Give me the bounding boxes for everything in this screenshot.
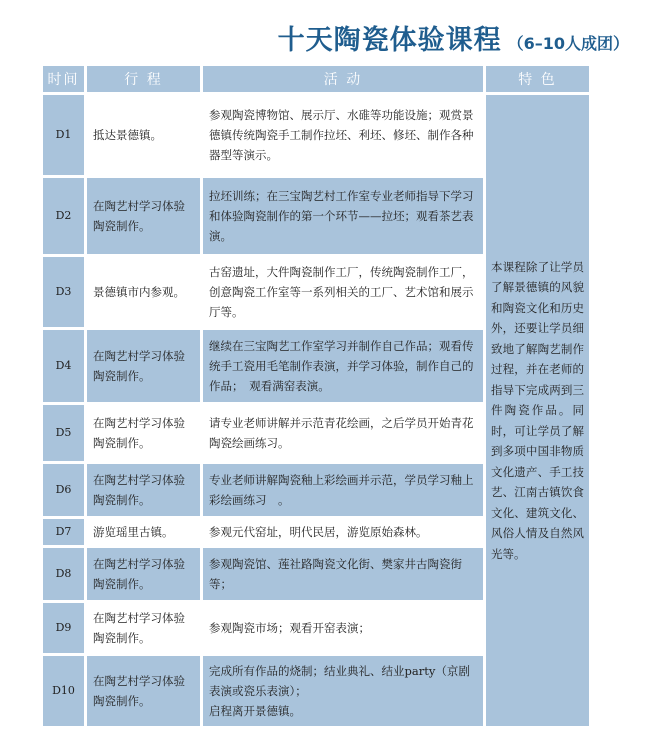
activity-cell: 参观陶瓷馆、莲社路陶瓷文化街、樊家井古陶瓷街等； (203, 548, 483, 600)
day-cell: D9 (43, 603, 84, 653)
header-activity: 活 动 (203, 66, 483, 92)
page-title (0, 18, 629, 57)
header-feature: 特 色 (486, 66, 589, 92)
route-cell: 游览瑶里古镇。 (87, 519, 200, 545)
activity-cell: 完成所有作品的烧制；结业典礼、结业party（京剧表演或瓷乐表演）； 启程离开景德镇。 (203, 656, 483, 726)
activity-cell: 参观陶瓷市场；观看开窑表演； (203, 603, 483, 653)
route-cell: 在陶艺村学习体验陶瓷制作。 (87, 330, 200, 402)
route-cell: 景德镇市内参观。 (87, 257, 200, 327)
activity-cell: 继续在三宝陶艺工作室学习并制作自己作品；观看传统手工瓷用毛笔制作表演，并学习体验，制作自己的作品； 观看满窑表演。 (203, 330, 483, 402)
day-cell: D4 (43, 330, 84, 402)
activity-cell: 参观元代窑址，明代民居，游览原始森林。 (203, 519, 483, 545)
route-cell: 在陶艺村学习体验陶瓷制作。 (87, 656, 200, 726)
day-cell: D8 (43, 548, 84, 600)
day-cell: D1 (43, 95, 84, 175)
title-group-size: （6–10人成团） (507, 34, 629, 53)
route-cell: 抵达景德镇。 (87, 95, 200, 175)
activity-cell: 拉坯训练；在三宝陶艺村工作室专业老师指导下学习和体验陶瓷制作的第一个环节——拉坯；观看茶艺表演。 (203, 178, 483, 254)
header-route: 行 程 (87, 66, 200, 92)
feature-cell: 本课程除了让学员了解景德镇的风貌和陶瓷文化和历史外，还要让学员细致地了解陶艺制作过程，并在老师的指导下完成两到三件陶瓷作品。同时，可让学员了解到多项中国非物质文化遗产、手工技艺、江南古镇饮食文化、建筑文化、风俗人情及自然风光等。 (486, 95, 589, 726)
day-cell: D3 (43, 257, 84, 327)
schedule-table (40, 63, 592, 729)
activity-cell: 参观陶瓷博物馆、展示厅、水碓等功能设施；观赏景德镇传统陶瓷手工制作拉坯、利坯、修坯、制作各种器型等演示。 (203, 95, 483, 175)
day-cell: D6 (43, 464, 84, 516)
title-main: 十天陶瓷体验课程 (277, 25, 502, 56)
activity-cell: 请专业老师讲解并示范青花绘画，之后学员开始青花陶瓷绘画练习。 (203, 405, 483, 461)
day-cell: D5 (43, 405, 84, 461)
day-cell: D2 (43, 178, 84, 254)
route-cell: 在陶艺村学习体验陶瓷制作。 (87, 464, 200, 516)
route-cell: 在陶艺村学习体验陶瓷制作。 (87, 405, 200, 461)
route-cell: 在陶艺村学习体验陶瓷制作。 (87, 548, 200, 600)
activity-cell: 古窑遗址，大件陶瓷制作工厂，传统陶瓷制作工厂，创意陶瓷工作室等一系列相关的工厂、艺术馆和展示厅等。 (203, 257, 483, 327)
table-row (43, 95, 589, 175)
route-cell: 在陶艺村学习体验陶瓷制作。 (87, 178, 200, 254)
day-cell: D10 (43, 656, 84, 726)
header-day: 时间 (43, 66, 84, 92)
header-row (43, 66, 589, 92)
day-cell: D7 (43, 519, 84, 545)
route-cell: 在陶艺村学习体验陶瓷制作。 (87, 603, 200, 653)
activity-cell: 专业老师讲解陶瓷釉上彩绘画并示范，学员学习釉上彩绘画练习 。 (203, 464, 483, 516)
